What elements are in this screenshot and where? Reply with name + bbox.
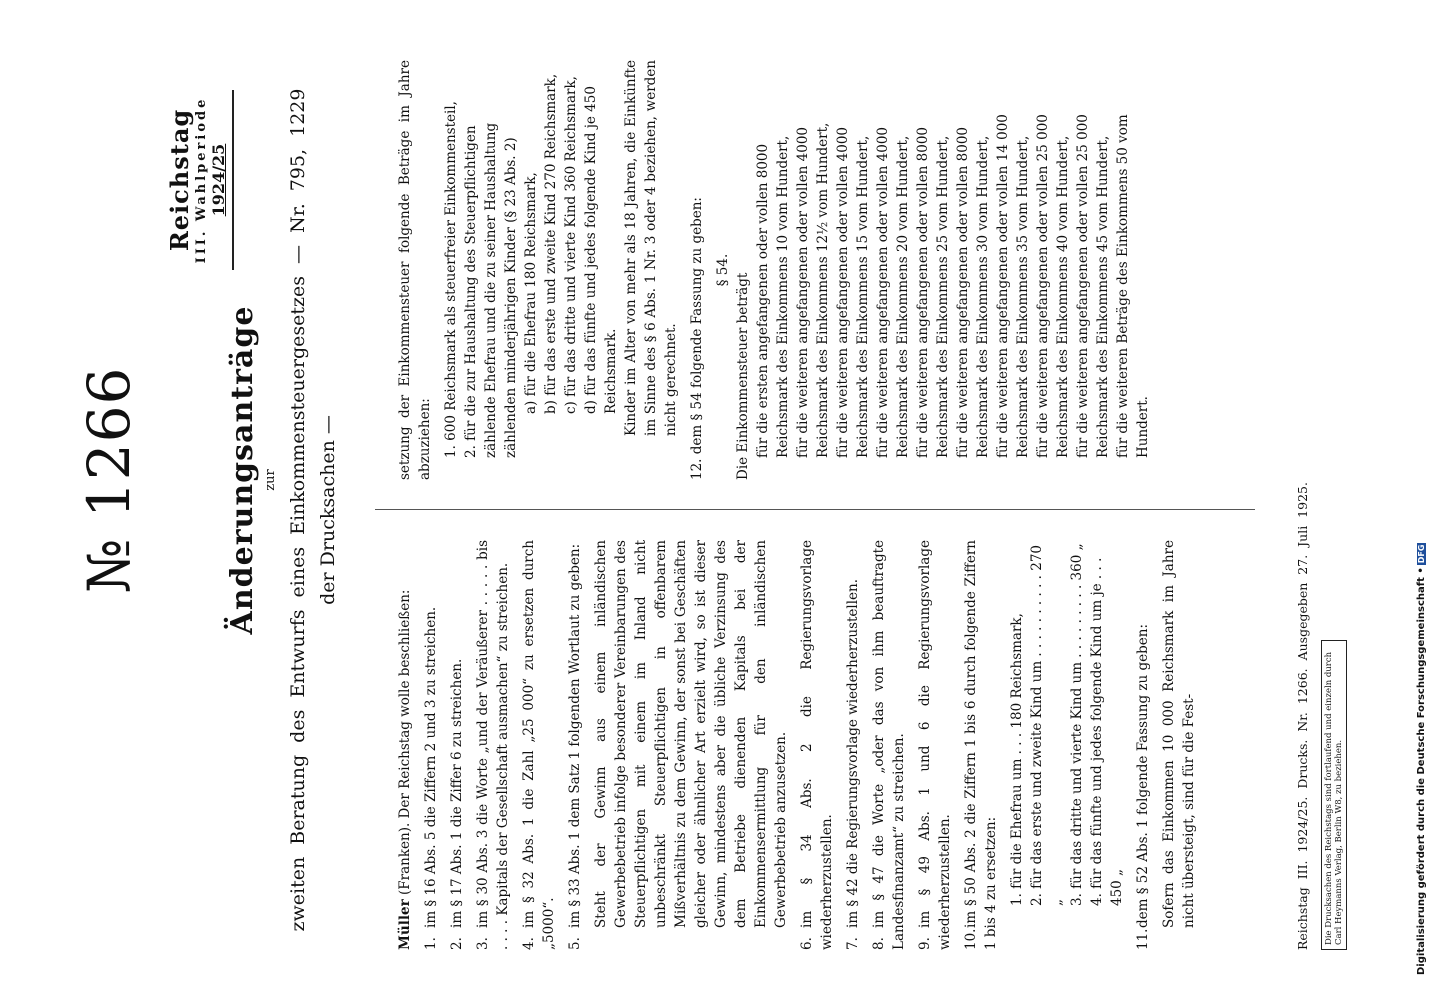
list-item: 4.im § 32 Abs. 1 die Zahl „25 000“ zu ersetzen durch „5000“. bbox=[521, 540, 557, 950]
tax-intro: Die Einkommensteuer beträgt bbox=[735, 272, 751, 480]
tax-rate-line: für die weiteren angefangenen oder vollen 4000 Reichsmark des Einkommens 20 vom Hundert, bbox=[875, 126, 911, 458]
item-11-paragraph: Sofern das Einkommen 10 000 Reichsmark im Jahre nicht übersteigt, sind für die Fest- bbox=[1161, 540, 1197, 928]
list-item: 12. dem § 54 folgende Fassung zu geben: bbox=[689, 197, 705, 480]
tax-rate-line: für die weiteren angefangenen oder vollen 8000 Reichsmark des Einkommens 25 vom Hundert, bbox=[915, 126, 951, 458]
right-column bbox=[395, 60, 1153, 480]
list-item: 9.im § 49 Abs. 1 und 6 die Regierungsvorlage wiederherzustellen. bbox=[917, 540, 953, 950]
list-item: 2.im § 17 Abs. 1 die Ziffer 6 zu streichen. bbox=[449, 658, 465, 950]
motion-intro-text: (Franken). Der Reichstag wolle beschließen: bbox=[397, 589, 413, 900]
list-item: 1. 600 Reichsmark als steuerfreier Einkommensteil, bbox=[443, 101, 459, 458]
tax-rate-line: für die weiteren Beträge des Einkommens 50 vom Hundert. bbox=[1115, 114, 1151, 458]
tax-rate-line: für die weiteren angefangenen oder vollen 8000 Reichsmark des Einkommens 30 vom Hundert, bbox=[955, 126, 991, 458]
subtitle-line-2: der Drucksachen — bbox=[317, 415, 339, 605]
list-item: 7.im § 42 die Regierungsvorlage wiederherzustellen. bbox=[845, 578, 861, 950]
reichstag-label: Reichstag bbox=[165, 108, 194, 252]
list-item: 11.dem § 52 Abs. 1 folgende Fassung zu geben: bbox=[1135, 624, 1151, 950]
sub-list-item: 4. für das fünfte und jedes folgende Kind um je . . . 450 „ bbox=[1089, 557, 1125, 906]
document-number: № 1266 bbox=[75, 366, 143, 594]
funding-notice bbox=[1416, 15, 1432, 975]
sub-list-item: 2. für das erste und zweite Kind um . . . . . . . . . . 270 „ bbox=[1029, 544, 1065, 906]
reichstag-block bbox=[165, 90, 234, 270]
sub-list-item: d) für das fünfte und jedes folgende Kind je 450 Reichsmark. bbox=[583, 86, 619, 414]
list-item: 1.im § 16 Abs. 5 die Ziffern 2 und 3 zu streichen. bbox=[423, 606, 439, 950]
list-item: 8.im § 47 die Worte „oder das von ihm beauftragte Landesfinanzamt“ zu streichen. bbox=[871, 540, 907, 950]
sub-list-item: b) für das erste und zweite Kind 270 Reichsmark, bbox=[543, 73, 559, 414]
title-connector: zur bbox=[263, 469, 278, 491]
rotated-document-page bbox=[55, 60, 1375, 960]
children-note: Kinder im Alter von mehr als 18 Jahren, die Einkünfte im Sinne des § 6 Abs. 1 Nr. 3 oder 4 beziehen, werden nicht gerechnet. bbox=[623, 60, 679, 436]
document-title: Änderungsanträge bbox=[225, 305, 260, 635]
tax-rate-line: für die weiteren angefangenen oder vollen 4000 Reichsmark des Einkommens 12½ vom Hundert, bbox=[795, 122, 831, 458]
session-years: 1924/25 bbox=[209, 143, 228, 217]
sub-list-item: 3. für das dritte und vierte Kind um . . . . . . . . . 360 „ bbox=[1069, 543, 1085, 906]
print-footer: Reichstag III. 1924/25. Drucks. Nr. 1266. Ausgegeben 27. Juli 1925. bbox=[1295, 482, 1310, 950]
tax-rate-line: für die ersten angefangenen oder vollen 8000 Reichsmark des Einkommens 10 vom Hundert, bbox=[755, 135, 791, 458]
continuation-text: setzung der Einkommensteuer folgende Beträge im Jahre abzuziehen: bbox=[397, 60, 433, 480]
list-item: 3.im § 30 Abs. 3 die Worte „und der Veräußerer . . . . . bis . . . . Kapitals der Gesellschaft ausmachen“ zu streichen. bbox=[475, 540, 511, 950]
section-heading: § 54. bbox=[715, 253, 731, 287]
tax-rate-line: für die weiteren angefangenen oder vollen 25 000 Reichsmark des Einkommens 40 vom Hundert, bbox=[1035, 114, 1071, 458]
list-item: 5.im § 33 Abs. 1 dem Satz 1 folgenden Wortlaut zu geben: bbox=[567, 543, 583, 950]
sub-list-item: a) für die Ehefrau 180 Reichsmark, bbox=[523, 172, 539, 414]
tax-rate-line: für die weiteren angefangenen oder vollen 14 000 Reichsmark des Einkommens 35 vom Hundert, bbox=[995, 114, 1031, 458]
sub-list-item: 1. für die Ehefrau um . . . 180 Reichsmark, bbox=[1009, 613, 1025, 906]
funding-text: Digitalisierung gefördert durch die Deutsche Forschungsgemeinschaft • bbox=[1416, 567, 1427, 975]
left-column bbox=[395, 540, 1205, 950]
distribution-note: Die Drucksachen des Reichstags sind fortlaufend und einzeln durch Carl Heymanns Verlag, Berlin W8, zu beziehen. bbox=[1321, 640, 1347, 950]
motion-intro bbox=[395, 540, 415, 950]
tax-rate-line: für die weiteren angefangenen oder vollen 25 000 Reichsmark des Einkommens 45 vom Hundert, bbox=[1075, 114, 1111, 458]
subtitle-line-1: zweiten Beratung des Entwurfs eines Einkommensteuergesetzes — Nr. 795, 1229 bbox=[287, 88, 309, 932]
list-item: 6.im § 34 Abs. 2 die Regierungsvorlage wiederherzustellen. bbox=[799, 540, 835, 950]
list-item: 10.im § 50 Abs. 2 die Ziffern 1 bis 6 durch folgende Ziffern 1 bis 4 zu ersetzen: bbox=[963, 540, 999, 950]
motion-author: Müller bbox=[397, 899, 413, 950]
tax-rate-line: für die weiteren angefangenen oder vollen 4000 Reichsmark des Einkommens 15 vom Hundert, bbox=[835, 126, 871, 458]
column-divider bbox=[375, 509, 1255, 510]
sub-list-item: c) für das dritte und vierte Kind 360 Reichsmark, bbox=[563, 76, 579, 414]
wahlperiode-label: III. Wahlperiode bbox=[194, 96, 209, 264]
dfg-logo-badge: DFG bbox=[1417, 544, 1426, 564]
item-5-paragraph: Steht der Gewinn aus einem inländischen Gewerbebetrieb infolge besonderer Vereinbarungen des Steuerpflichtigen mit einem im Inland nicht unbeschränkt Steuerpflichtigen in offenbarem Mißverhältnis zu dem Gewinn, der sonst bei Geschäften gleicher oder ähnlicher Art erzielt wird, so ist dieser Gewinn, mindestens aber die übliche Verzinsung des dem Betriebe dienenden Kapitals bei der Einkommensermittlung für den inländischen Gewerbebetrieb anzusetzen. bbox=[593, 540, 789, 928]
list-item: 2. für die zur Haushaltung des Steuerpflichtigen zählende Ehefrau und die zu seiner Haushaltung zählenden minderjährigen Kinder (§ 23 Abs. 2) bbox=[463, 122, 519, 458]
